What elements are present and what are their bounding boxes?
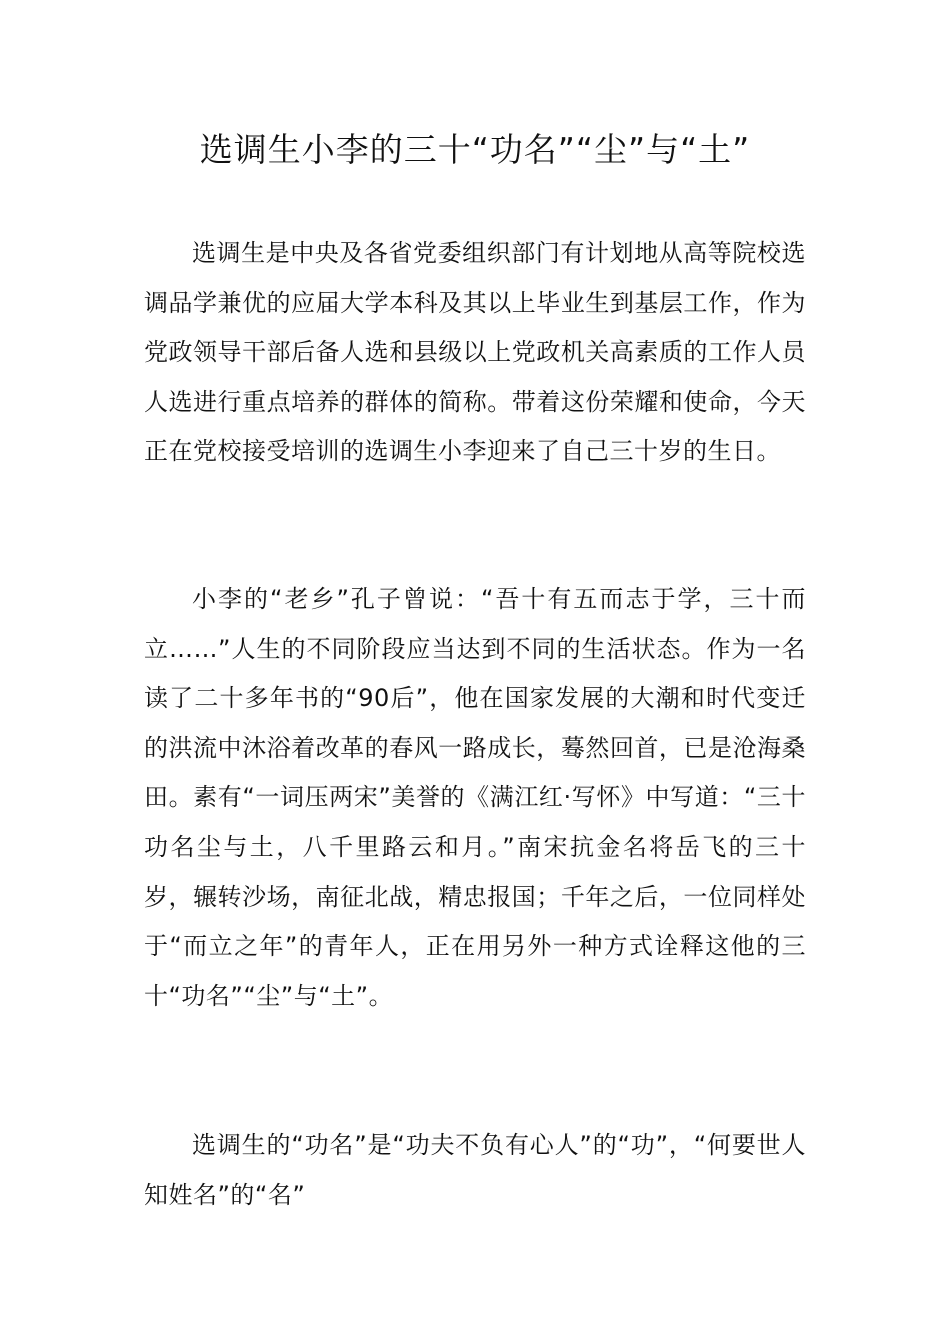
paragraph-2: 小李的“老乡”孔子曾说：“吾十有五而志于学，三十而立……”人生的不同阶段应当达到不同的生活状态。作为一名读了二十多年书的“90后”，他在国家发展的大潮和时代变迁的洪流中沐浴着改革的春风一路成长，蓦然回首，已是沧海桑田。素有“一词压两宋”美誉的《满江红·写怀》中写道：“三十功名尘与土，八千里路云和月。”南宋抗金名将岳飞的三十岁，辗转沙场，南征北战，精忠报国；千年之后，一位同样处于“而立之年”的青年人，正在用另外一种方式诠释这他的三十“功名”“尘”与“土”。 [144, 585, 806, 1010]
paragraph-1: 选调生是中央及各省党委组织部门有计划地从高等院校选调品学兼优的应届大学本科及其以上毕业生到基层工作，作为党政领导干部后备人选和县级以上党政机关高素质的工作人员人选进行重点培养的群体的简称。带着这份荣耀和使命，今天正在党校接受培训的选调生小李迎来了自己三十岁的生日。 [144, 239, 806, 466]
document-title: 选调生小李的三十“功名”“尘”与“土” [199, 130, 751, 169]
paragraph-3: 选调生的“功名”是“功夫不负有心人”的“功”，“何要世人知姓名”的“名” [144, 1131, 806, 1209]
